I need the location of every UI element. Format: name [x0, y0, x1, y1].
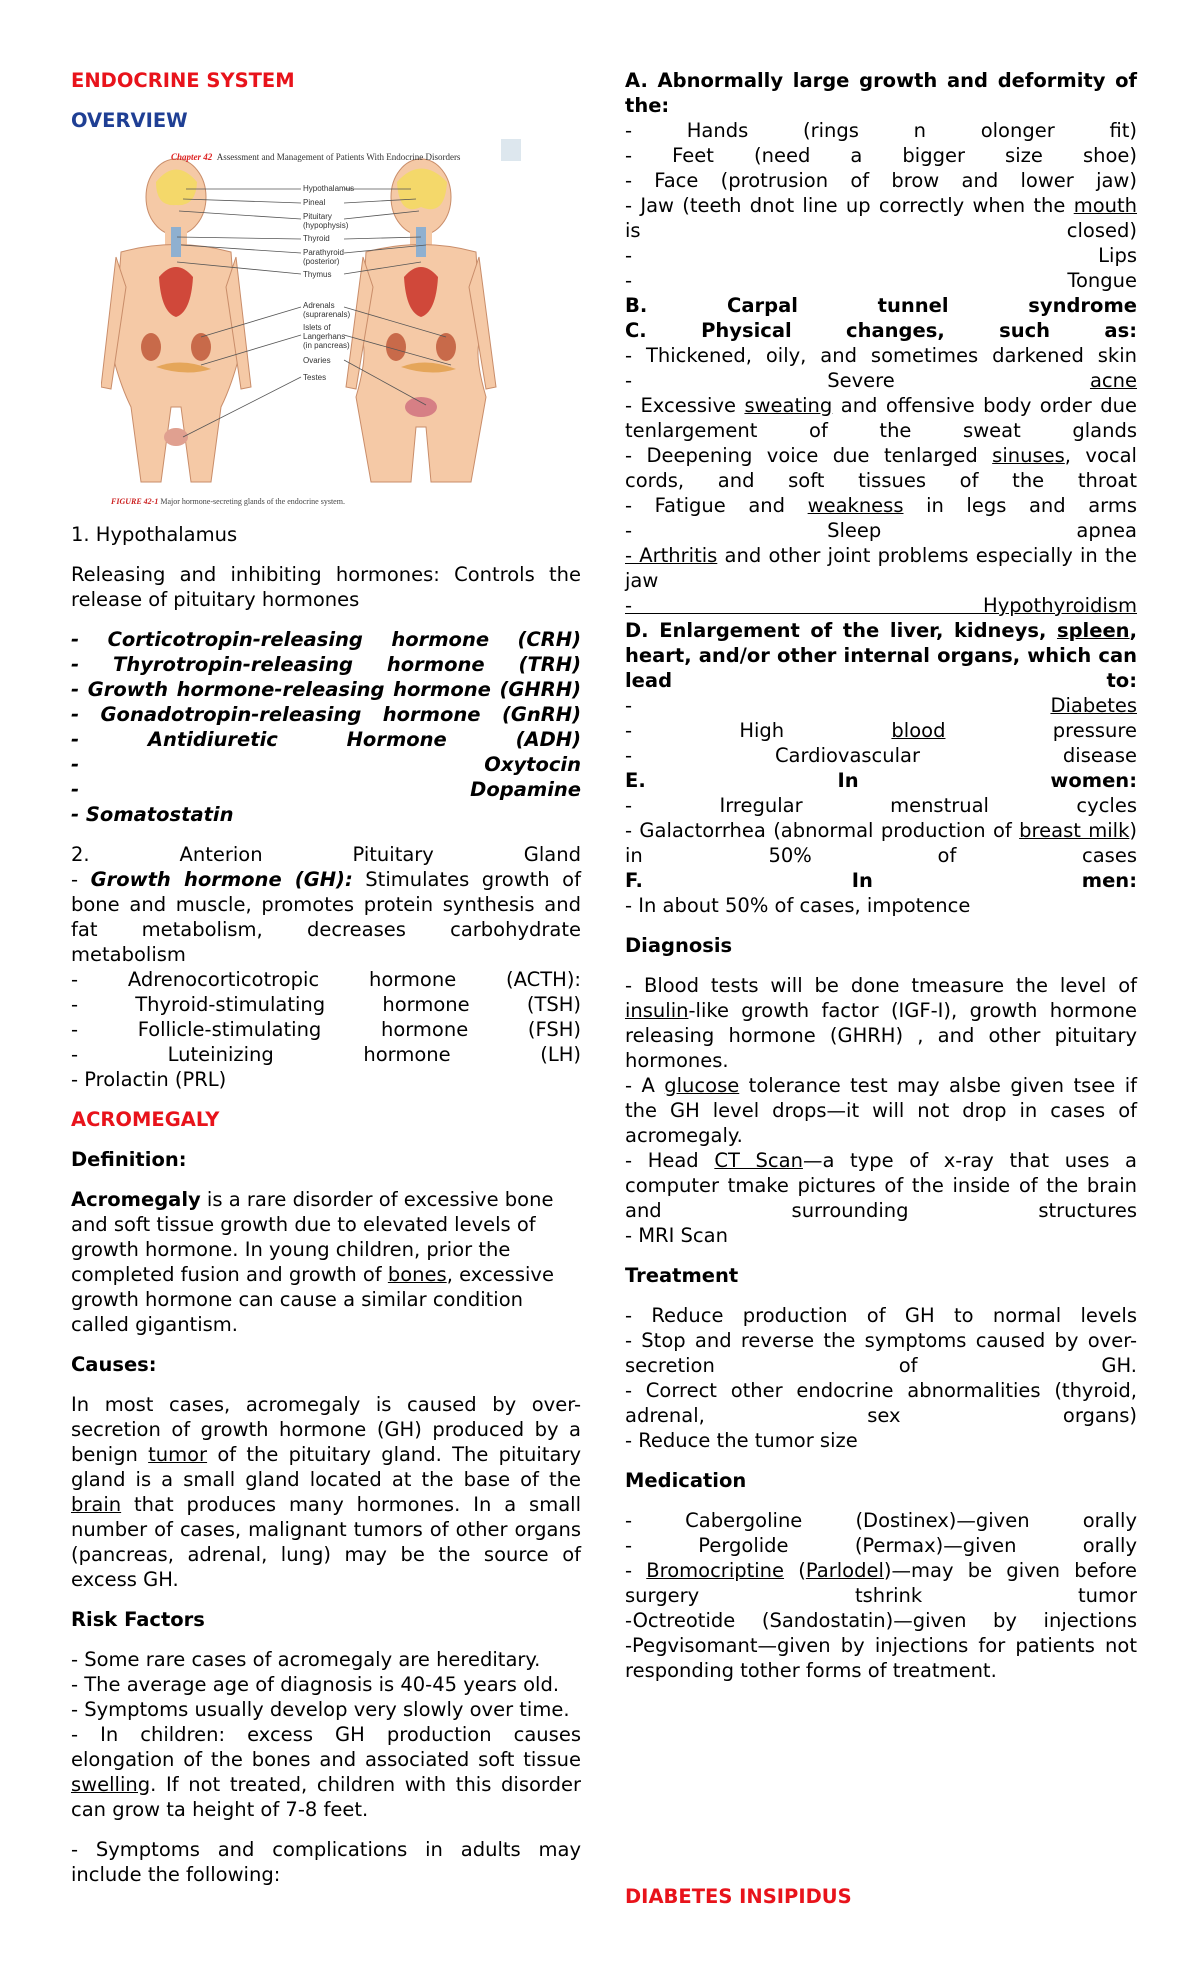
- label-ovaries: Ovaries: [303, 356, 331, 365]
- symptom-item: - Severe acne: [625, 369, 1137, 392]
- symptom-item: - Tongue: [625, 269, 1137, 292]
- treatment-item: - Correct other endocrine abnormalities (thyroid, adrenal, sex organs): [625, 1379, 1137, 1427]
- medication-item: - Pergolide (Permax)—given orally: [625, 1534, 1137, 1557]
- hormone-item: - Gonadotropin-releasing hormone (GnRH): [71, 703, 581, 726]
- link-diabetes[interactable]: Diabetes: [1050, 694, 1137, 717]
- label-posterior: (posterior): [303, 257, 340, 266]
- label-thymus: Thymus: [303, 270, 332, 279]
- treatment-item: - Reduce production of GH to normal levels: [625, 1304, 1137, 1327]
- symptom-item: - Thickened, oily, and sometimes darkened skin: [625, 344, 1137, 367]
- medication-item: - Bromocriptine (Parlodel)—may be given before surgery tshrink tumor: [625, 1559, 1137, 1607]
- gh-paragraph: - Growth hormone (GH): Stimulates growth of bone and muscle, promotes protein synthesis and fat metabolism, decreases carbohydrate metabolism: [71, 868, 581, 966]
- pituitary-item: - Follicle-stimulating hormone (FSH): [71, 1018, 581, 1041]
- diagnosis-item: - MRI Scan: [625, 1224, 728, 1247]
- symptom-item: - Cardiovascular disease: [625, 744, 1137, 767]
- document-title: ENDOCRINE SYSTEM: [71, 69, 295, 92]
- symptom-item: - Feet (need a bigger size shoe): [625, 144, 1137, 167]
- label-islets: Islets of: [303, 323, 331, 332]
- pituitary-item: - Luteinizing hormone (LH): [71, 1043, 581, 1066]
- pituitary-item: - Prolactin (PRL): [71, 1068, 227, 1091]
- label-langerhans: Langerhans: [303, 332, 346, 341]
- risk-item: - Some rare cases of acromegaly are hereditary.: [71, 1648, 541, 1671]
- link-bromocriptine[interactable]: Bromocriptine: [646, 1559, 785, 1582]
- symptom-item: - Galactorrhea (abnormal production of breast milk) in 50% of cases: [625, 819, 1138, 867]
- link-ct-scan[interactable]: CT Scan: [714, 1149, 803, 1172]
- symptom-item: - Deepening voice due tenlarged sinuses, vocal cords, and soft tissues of the throat: [625, 444, 1137, 492]
- risk-item: - In children: excess GH production causes elongation of the bones and associated soft tissue swelling. If not treated, children with this disorder can grow ta height of 7-8 feet.: [71, 1723, 581, 1821]
- hormone-item: - Corticotropin-releasing hormone (CRH): [71, 628, 581, 651]
- pituitary-item: - Adrenocorticotropic hormone (ACTH):: [71, 968, 581, 991]
- link-bones[interactable]: bones: [387, 1263, 447, 1286]
- link-weakness[interactable]: weakness: [807, 494, 904, 517]
- symptom-item: - Jaw (teeth dnot line up correctly when the mouth is closed): [625, 194, 1137, 242]
- symptom-item: - Face (protrusion of brow and lower jaw): [625, 169, 1137, 192]
- symptom-item: - Hands (rings n olonger fit): [625, 119, 1137, 142]
- causes-heading: Causes:: [71, 1353, 157, 1376]
- section-f-heading: F. In men:: [625, 869, 1137, 892]
- symptom-item: - Excessive sweating and offensive body order due tenlargement of the sweat glands: [625, 394, 1137, 442]
- treatment-item: - Stop and reverse the symptoms caused by over-secretion of GH.: [625, 1329, 1137, 1377]
- hypothalamus-heading: 1. Hypothalamus: [71, 523, 238, 546]
- symptom-item: - Arthritis and other joint problems especially in the jaw: [625, 544, 1137, 592]
- link-swelling[interactable]: swelling: [71, 1773, 151, 1796]
- definition-paragraph: Acromegaly is a rare disorder of excessive bone and soft tissue growth due to elevated levels of growth hormone. In young children, prior the completed fusion and growth of bones, excessive growth hormone can cause a similar condition called gigantism.: [71, 1188, 554, 1336]
- link-acne[interactable]: acne: [1089, 369, 1137, 392]
- link-breast-milk[interactable]: breast milk: [1019, 819, 1130, 842]
- section-e-heading: E. In women:: [625, 769, 1137, 792]
- section-b-heading: B. Carpal tunnel syndrome: [625, 294, 1137, 317]
- diagnosis-item: - Blood tests will be done tmeasure the level of insulin-like growth factor (IGF-I), growth hormone releasing hormone (GHRH) , and other pituitary hormones.: [625, 974, 1137, 1072]
- hormone-item: - Growth hormone-releasing hormone (GHRH): [71, 678, 581, 701]
- diagnosis-item: - Head CT Scan—a type of x-ray that uses a computer tmake pictures of the inside of the brain and surrounding structures: [625, 1149, 1137, 1222]
- overview-heading: OVERVIEW: [71, 109, 188, 132]
- diagnosis-heading: Diagnosis: [625, 934, 733, 957]
- hormone-item: - Dopamine: [71, 778, 581, 801]
- label-pineal: Pineal: [303, 198, 326, 207]
- symptom-item: - Irregular menstrual cycles: [625, 794, 1137, 817]
- link-arthritis[interactable]: - Arthritis: [625, 544, 718, 567]
- figure-header: Chapter 42 Assessment and Management of Patients With Endocrine Disorders: [171, 152, 461, 162]
- pituitary-item: - Thyroid-stimulating hormone (TSH): [71, 993, 581, 1016]
- risk-item: - Symptoms usually develop very slowly over time.: [71, 1698, 570, 1721]
- medication-item: - Cabergoline (Dostinex)—given orally: [625, 1509, 1137, 1532]
- right-column: [625, 68, 1137, 1683]
- hormone-item: - Oxytocin: [71, 753, 581, 776]
- link-tumor[interactable]: tumor: [148, 1443, 208, 1466]
- medication-item: -Pegvisomant—given by injections for patients not responding tother forms of treatment.: [625, 1634, 1137, 1682]
- label-pituitary: Pituitary: [303, 212, 332, 221]
- label-hypothalamus: Hypothalamus: [303, 184, 355, 193]
- endocrine-figure: [101, 137, 541, 507]
- figure-caption: FIGURE 42-1 Major hormone-secreting glands of the endocrine system.: [111, 497, 345, 506]
- risk-item: - The average age of diagnosis is 40-45 years old.: [71, 1673, 560, 1696]
- medication-heading: Medication: [625, 1469, 747, 1492]
- symptom-item: - Diabetes: [625, 694, 1137, 717]
- link-mouth[interactable]: mouth: [1073, 194, 1137, 217]
- diabetes-insipidus-heading: DIABETES INSIPIDUS: [625, 1885, 852, 1908]
- treatment-heading: Treatment: [625, 1264, 739, 1287]
- acromegaly-heading: ACROMEGALY: [71, 1108, 220, 1131]
- label-hypophysis: (hypophysis): [303, 221, 349, 230]
- symptom-item: - Fatigue and weakness in legs and arms: [625, 494, 1137, 517]
- symptom-item: - High blood pressure: [625, 719, 1137, 742]
- symptom-item: - Lips: [625, 244, 1137, 267]
- link-brain[interactable]: brain: [71, 1493, 122, 1516]
- link-sweating[interactable]: sweating: [744, 394, 833, 417]
- hypothalamus-intro: Releasing and inhibiting hormones: Controls the release of pituitary hormones: [71, 563, 581, 611]
- section-a-heading: A. Abnormally large growth and deformity of the:: [625, 69, 1137, 117]
- treatment-item: - Reduce the tumor size: [625, 1429, 858, 1452]
- hormone-item: - Antidiuretic Hormone (ADH): [71, 728, 581, 751]
- pituitary-heading: 2. Anterion Pituitary Gland: [71, 843, 581, 866]
- symptom-item: - Sleep apnea: [625, 519, 1137, 542]
- label-suprarenals: (suprarenals): [303, 310, 351, 319]
- definition-heading: Definition:: [71, 1148, 187, 1171]
- diagnosis-item: - A glucose tolerance test may alsbe given tsee if the GH level drops—it will not drop in cases of acromegaly.: [625, 1074, 1137, 1147]
- risk-factors-heading: Risk Factors: [71, 1608, 205, 1631]
- link-hypothyroidism[interactable]: - Hypothyroidism: [625, 594, 1137, 617]
- label-adrenals: Adrenals: [303, 301, 335, 310]
- link-sinuses[interactable]: sinuses: [992, 444, 1065, 467]
- medication-item: -Octreotide (Sandostatin)—given by injections: [625, 1609, 1137, 1632]
- link-insulin[interactable]: insulin: [625, 999, 689, 1022]
- causes-paragraph: In most cases, acromegaly is caused by over-secretion of growth hormone (GH) produced by a benign tumor of the pituitary gland. The pituitary gland is a small gland located at the base of the brain that produces many hormones. In a small number of cases, malignant tumors of other organs (pancreas, adrenal, lung) may be the source of excess GH.: [71, 1393, 581, 1591]
- left-column: [71, 68, 581, 1887]
- section-c-heading: C. Physical changes, such as:: [625, 319, 1137, 342]
- link-glucose[interactable]: glucose: [664, 1074, 740, 1097]
- link-spleen[interactable]: spleen: [1056, 619, 1130, 642]
- hormone-item: - Somatostatin: [71, 803, 234, 826]
- link-blood[interactable]: blood: [891, 719, 946, 742]
- risk-item: - Symptoms and complications in adults may include the following:: [71, 1838, 581, 1886]
- link-parlodel[interactable]: Parlodel: [805, 1559, 884, 1582]
- symptom-item: - In about 50% of cases, impotence: [625, 894, 971, 917]
- label-thyroid: Thyroid: [303, 234, 330, 243]
- hormone-item: - Thyrotropin-releasing hormone (TRH): [71, 653, 581, 676]
- label-in-pancreas: (in pancreas): [303, 341, 350, 350]
- label-parathyroid: Parathyroid: [303, 248, 344, 257]
- section-d-heading: D. Enlargement of the liver, kidneys, spleen, heart, and/or other internal organs, which can lead to:: [625, 619, 1137, 692]
- label-testes: Testes: [303, 373, 327, 382]
- symptom-item: [625, 593, 1137, 618]
